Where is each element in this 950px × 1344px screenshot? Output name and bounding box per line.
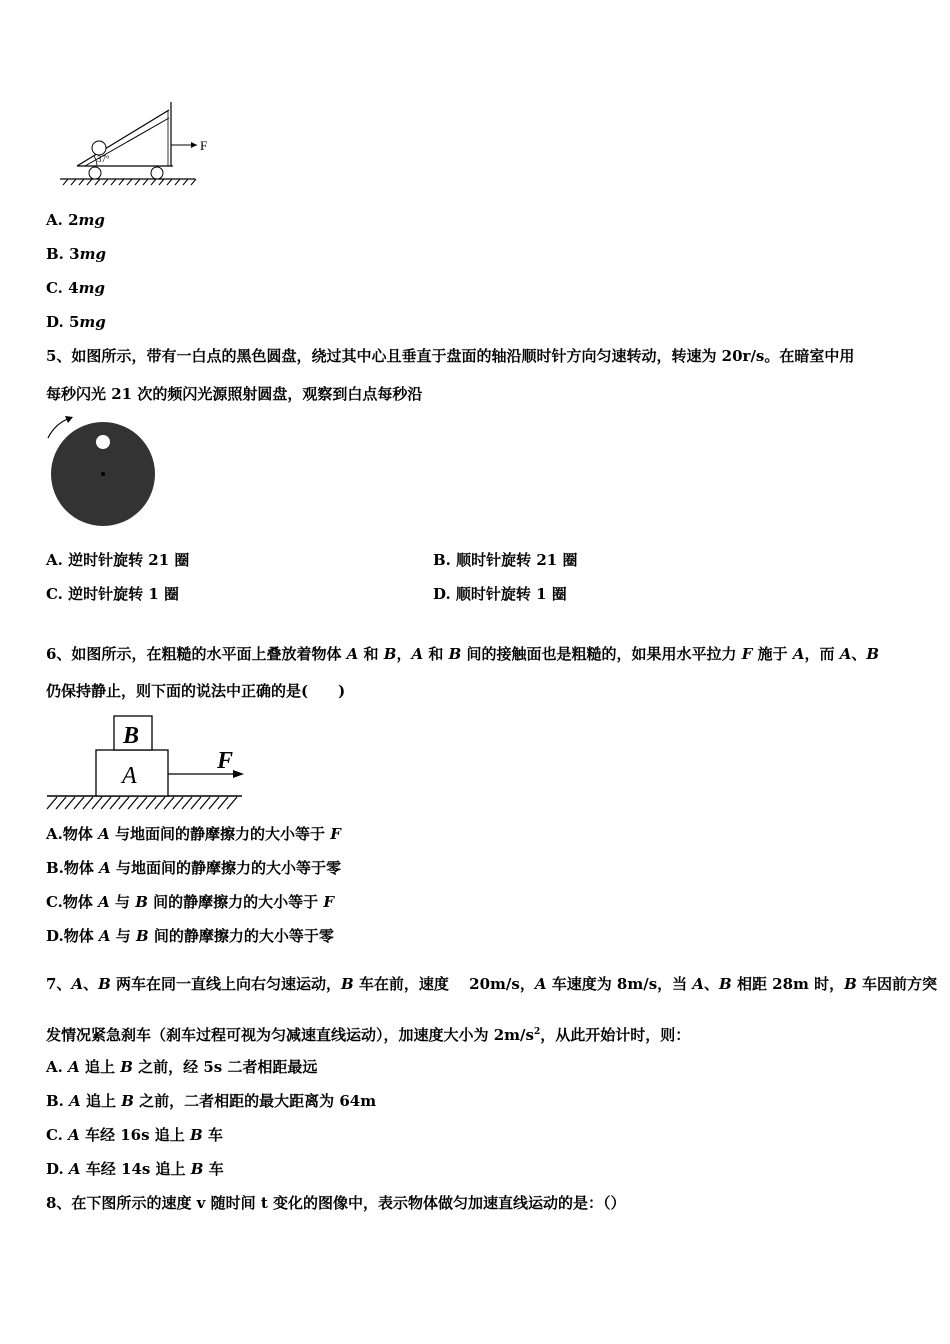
- force-label: F: [217, 748, 234, 774]
- rotating-disc-figure: [44, 414, 164, 530]
- q5-option-d: D. 顺时针旋转 1 圈: [433, 585, 567, 603]
- q4-option-a: A. 2mg: [46, 211, 105, 229]
- block-b-label: B: [123, 723, 140, 749]
- q5-stem-line1: 5、如图所示，带有一白点的黑色圆盘，绕过其中心且垂直于盘面的轴沿顺时针方向匀速转动，转速为 20r/s。在暗室中用: [46, 347, 855, 365]
- force-arrowhead: [191, 142, 197, 148]
- incline-surface: [77, 110, 169, 166]
- cart-wheel-right: [151, 167, 163, 179]
- q6-option-a: A.物体 A 与地面间的静摩擦力的大小等于 F: [46, 825, 341, 843]
- white-dot: [96, 435, 110, 449]
- force-arrowhead: [233, 770, 244, 778]
- q7-option-b: B. A 追上 B 之前，二者相距的最大距离为 64m: [46, 1092, 377, 1110]
- ground-hatching: [63, 179, 196, 185]
- q6-option-b: B.物体 A 与地面间的静摩擦力的大小等于零: [46, 859, 341, 877]
- q5-stem-line2: 每秒闪光 21 次的频闪光源照射圆盘，观察到白点每秒沿: [46, 385, 423, 403]
- q4-option-b: B. 3mg: [46, 245, 106, 263]
- q6-stem-line2: 仍保持静止，则下面的说法中正确的是( ): [46, 682, 346, 700]
- incline-cart-figure: [55, 98, 220, 188]
- q7-option-a: A. A 追上 B 之前，经 5s 二者相距最远: [46, 1058, 318, 1076]
- q8-stem-line1: 8、在下图所示的速度 v 随时间 t 变化的图像中，表示物体做匀加速直线运动的是：（）: [46, 1194, 626, 1212]
- rotation-arrow-icon: [48, 418, 70, 438]
- q5-option-a: A. 逆时针旋转 21 圈: [46, 551, 190, 569]
- q6-stem-line1: 6、如图所示，在粗糙的水平面上叠放着物体 A 和 B，A 和 B 间的接触面也是粗糙的，如果用水平拉力 F 施于 A，而 A、B: [46, 645, 880, 663]
- angle-label: 37°: [97, 154, 110, 164]
- ball: [92, 141, 106, 155]
- q6-option-d: D.物体 A 与 B 间的静摩擦力的大小等于零: [46, 927, 334, 945]
- q4-option-c: C. 4mg: [46, 279, 105, 297]
- disc-center: [101, 472, 105, 476]
- block-a-label: A: [122, 763, 137, 789]
- ground-hatching: [47, 797, 237, 809]
- stacked-blocks-figure: [44, 712, 249, 812]
- q7-stem-line2: 发情况紧急刹车（刹车过程可视为匀减速直线运动），加速度大小为 $2m/s^2$，从此开始计时，则：: [46, 1026, 691, 1044]
- cart-wheel-left: [89, 167, 101, 179]
- q6-option-c: C.物体 A 与 B 间的静摩擦力的大小等于 F: [46, 893, 335, 911]
- q5-option-c: C. 逆时针旋转 1 圈: [46, 585, 180, 603]
- force-label: F: [200, 138, 208, 153]
- q7-option-c: C. A 车经 16s 追上 B 车: [46, 1126, 223, 1144]
- q5-option-b: B. 顺时针旋转 21 圈: [433, 551, 578, 569]
- q7-stem-line1: 7、A、B 两车在同一直线上向右匀速运动，B 车在前，速度 20m/s，A 车速度为 8m/s，当 A、B 相距 28m 时，B 车因前方突: [46, 975, 938, 993]
- q7-option-d: D. A 车经 14s 追上 B 车: [46, 1160, 224, 1178]
- q4-option-d: D. 5mg: [46, 313, 106, 331]
